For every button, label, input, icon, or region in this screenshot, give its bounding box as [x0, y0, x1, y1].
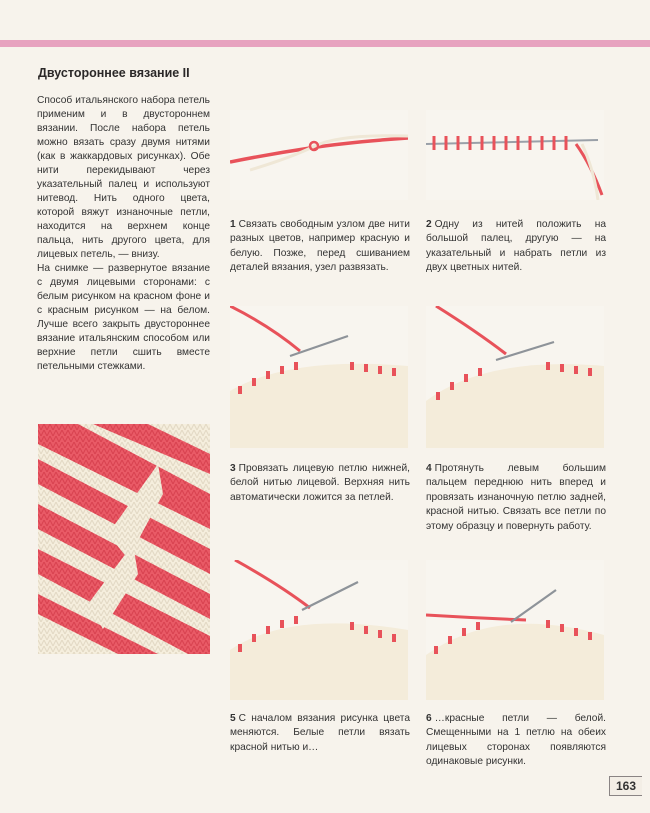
step-1-number: 1	[230, 219, 236, 230]
header-rule	[0, 40, 650, 47]
step-2-photo	[426, 110, 604, 200]
step-3-photo	[230, 306, 408, 448]
step-6-text: …красные петли — белой. Смещенными на 1 петлю на обеих лицевых сторонах появляются одинаковые рисунки.	[426, 713, 606, 768]
step-5-text: С началом вязания рисунка цвета меняются. Белые петли вязать красной нитью и…	[230, 713, 410, 753]
step-4-photo	[426, 306, 604, 448]
step-1-text: Связать свободным узлом две нити разных цветов, например красную и белую. Позже, перед сшиванием деталей вязания, узел развязать.	[230, 219, 410, 274]
step-6-photo	[426, 560, 604, 700]
step-4-caption	[426, 462, 606, 534]
page-title: Двустороннее вязание II	[38, 66, 190, 80]
step-1-photo	[230, 110, 408, 200]
step-3-text: Провязать лицевую петлю нижней, белой нитью лицевой. Верхняя нить автоматически ложится за петлей.	[230, 463, 410, 503]
step-2-caption	[426, 218, 606, 276]
page-number: 163	[609, 776, 642, 796]
step-4-number: 4	[426, 463, 432, 474]
step-3-number: 3	[230, 463, 236, 474]
step-6-number: 6	[426, 713, 432, 724]
step-2-number: 2	[426, 219, 432, 230]
step-6-caption	[426, 712, 606, 770]
knitted-swatch-photo	[38, 424, 210, 654]
step-3-caption	[230, 462, 410, 505]
intro-paragraph-2: На снимке — развернутое вязание с двумя лицевыми сторонами: с белым рисунком на красном фоне и с красным рисунком — на белом. Лучше всего закрыть двустороннее вязание итальянским способом или верхние петли сшить вместе петельными стежками.	[37, 263, 210, 372]
step-1-caption	[230, 218, 410, 276]
step-4-text: Протянуть левым большим пальцем переднюю нить вперед и провязать изнаночную петлю задней, красной нитью. Связать все петли по этому образцу и повернуть работу.	[426, 463, 606, 532]
step-2-text: Одну из нитей положить на большой палец, другую — на указательный и набрать петли из двух цветных нитей.	[426, 219, 606, 274]
intro-paragraph-1: Способ итальянского набора петель применим и в двустороннем вязании. После набора петель можно вязать сразу двумя нитями (как в жаккардовых рисунках). Обе нити перекидывают через указательный палец и используют нитевод. Нить одного цвета, которой вяжут изнаночные петли, находится на верхнем конце пальца, нить другого цвета, для лицевых петель, — внизу.	[37, 95, 210, 260]
step-5-photo	[230, 560, 408, 700]
step-5-number: 5	[230, 713, 236, 724]
step-5-caption	[230, 712, 410, 755]
